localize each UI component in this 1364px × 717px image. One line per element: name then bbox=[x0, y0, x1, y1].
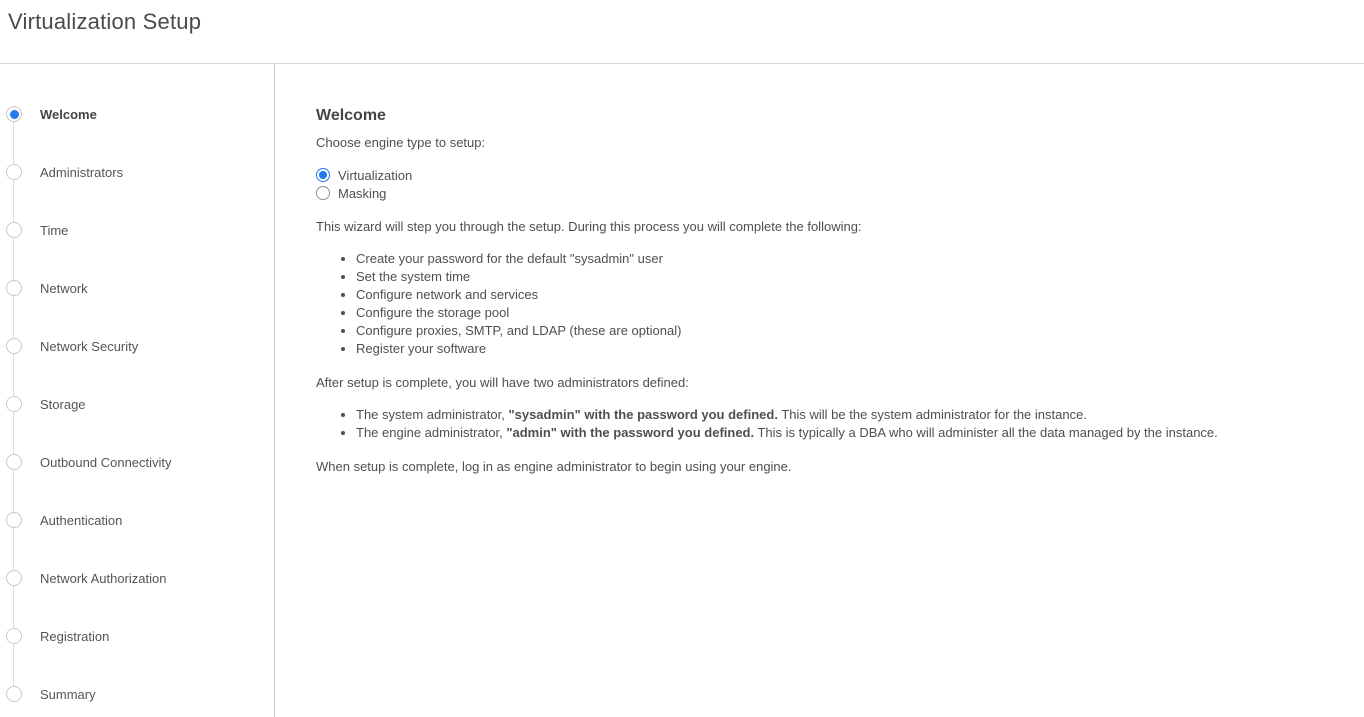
step-label: Welcome bbox=[40, 106, 97, 122]
sidebar-step-outbound-connectivity[interactable] bbox=[6, 454, 274, 470]
list-item: • Set the system time bbox=[356, 268, 1324, 286]
step-label: Authentication bbox=[40, 512, 123, 528]
engine-option-label: Masking bbox=[338, 185, 387, 201]
admin-text-prefix: The engine administrator, bbox=[356, 425, 507, 440]
step-radio-indicator-icon bbox=[6, 628, 22, 644]
list-item: • Create your password for the default "sysadmin" user bbox=[356, 250, 1324, 268]
step-radio-indicator-icon bbox=[6, 280, 22, 296]
step-radio-indicator-icon bbox=[6, 686, 22, 702]
list-item bbox=[356, 406, 1324, 424]
setup-tasks-list bbox=[316, 250, 1324, 358]
choose-engine-label: Choose engine type to setup: bbox=[316, 135, 486, 150]
radio-button-icon[interactable] bbox=[316, 186, 330, 200]
step-radio-indicator-icon bbox=[6, 338, 22, 354]
step-label: Registration bbox=[40, 628, 110, 644]
sidebar-step-authentication[interactable] bbox=[6, 512, 274, 528]
intro-paragraph: This wizard will step you through the setup. During this process you will complete the following: bbox=[316, 219, 862, 234]
list-item: • Configure the storage pool bbox=[356, 304, 1324, 322]
list-item: • Configure network and services bbox=[356, 286, 1324, 304]
page-header bbox=[0, 0, 1364, 64]
list-item bbox=[356, 424, 1324, 442]
stepper bbox=[0, 64, 274, 702]
step-radio-indicator-icon bbox=[6, 570, 22, 586]
admin-text-bold: "admin" with the password you defined. bbox=[506, 425, 755, 440]
list-item: • Configure proxies, SMTP, and LDAP (these are optional) bbox=[356, 322, 1324, 340]
step-label: Network bbox=[40, 280, 88, 296]
main-content bbox=[275, 64, 1364, 717]
step-radio-indicator-icon bbox=[6, 396, 22, 412]
engine-type-radio-group bbox=[316, 166, 1324, 202]
admin-text-bold: "sysadmin" with the password you defined. bbox=[508, 407, 778, 422]
list-item: • Register your software bbox=[356, 340, 1324, 358]
setup-wizard bbox=[0, 64, 1364, 717]
step-radio-indicator-icon bbox=[6, 454, 22, 470]
radio-button-icon[interactable] bbox=[316, 168, 330, 182]
sidebar-step-network-security[interactable] bbox=[6, 338, 274, 354]
content-heading: Welcome bbox=[316, 107, 386, 124]
setup-steps-sidebar bbox=[0, 64, 275, 717]
step-label: Storage bbox=[40, 396, 86, 412]
closing-paragraph: When setup is complete, log in as engine administrator to begin using your engine. bbox=[316, 459, 792, 474]
step-radio-indicator-icon bbox=[6, 512, 22, 528]
sidebar-step-administrators[interactable] bbox=[6, 164, 274, 180]
after-setup-paragraph: After setup is complete, you will have two administrators defined: bbox=[316, 375, 689, 390]
step-label: Network Security bbox=[40, 338, 139, 354]
step-radio-indicator-icon bbox=[6, 106, 22, 122]
admin-text-suffix: This will be the system administrator for the instance. bbox=[777, 407, 1087, 422]
step-label: Outbound Connectivity bbox=[40, 454, 172, 470]
sidebar-step-network[interactable] bbox=[6, 280, 274, 296]
sidebar-step-summary[interactable] bbox=[6, 686, 274, 702]
sidebar-step-time[interactable] bbox=[6, 222, 274, 238]
administrators-list bbox=[316, 406, 1324, 442]
step-radio-indicator-icon bbox=[6, 164, 22, 180]
admin-text-prefix: The system administrator, bbox=[356, 407, 509, 422]
sidebar-step-registration[interactable] bbox=[6, 628, 274, 644]
step-label: Time bbox=[40, 222, 69, 238]
step-label: Network Authorization bbox=[40, 570, 167, 586]
engine-option-label: Virtualization bbox=[338, 167, 413, 183]
sidebar-step-storage[interactable] bbox=[6, 396, 274, 412]
admin-text-suffix: This is typically a DBA who will administer all the data managed by the instance. bbox=[754, 425, 1218, 440]
step-radio-indicator-icon bbox=[6, 222, 22, 238]
sidebar-step-welcome[interactable] bbox=[6, 106, 274, 122]
sidebar-step-network-authorization[interactable] bbox=[6, 570, 274, 586]
step-label: Summary bbox=[40, 686, 96, 702]
engine-option-masking[interactable] bbox=[316, 184, 1324, 202]
step-label: Administrators bbox=[40, 164, 124, 180]
page-title: Virtualization Setup bbox=[8, 9, 202, 34]
engine-option-virtualization[interactable] bbox=[316, 166, 1324, 184]
